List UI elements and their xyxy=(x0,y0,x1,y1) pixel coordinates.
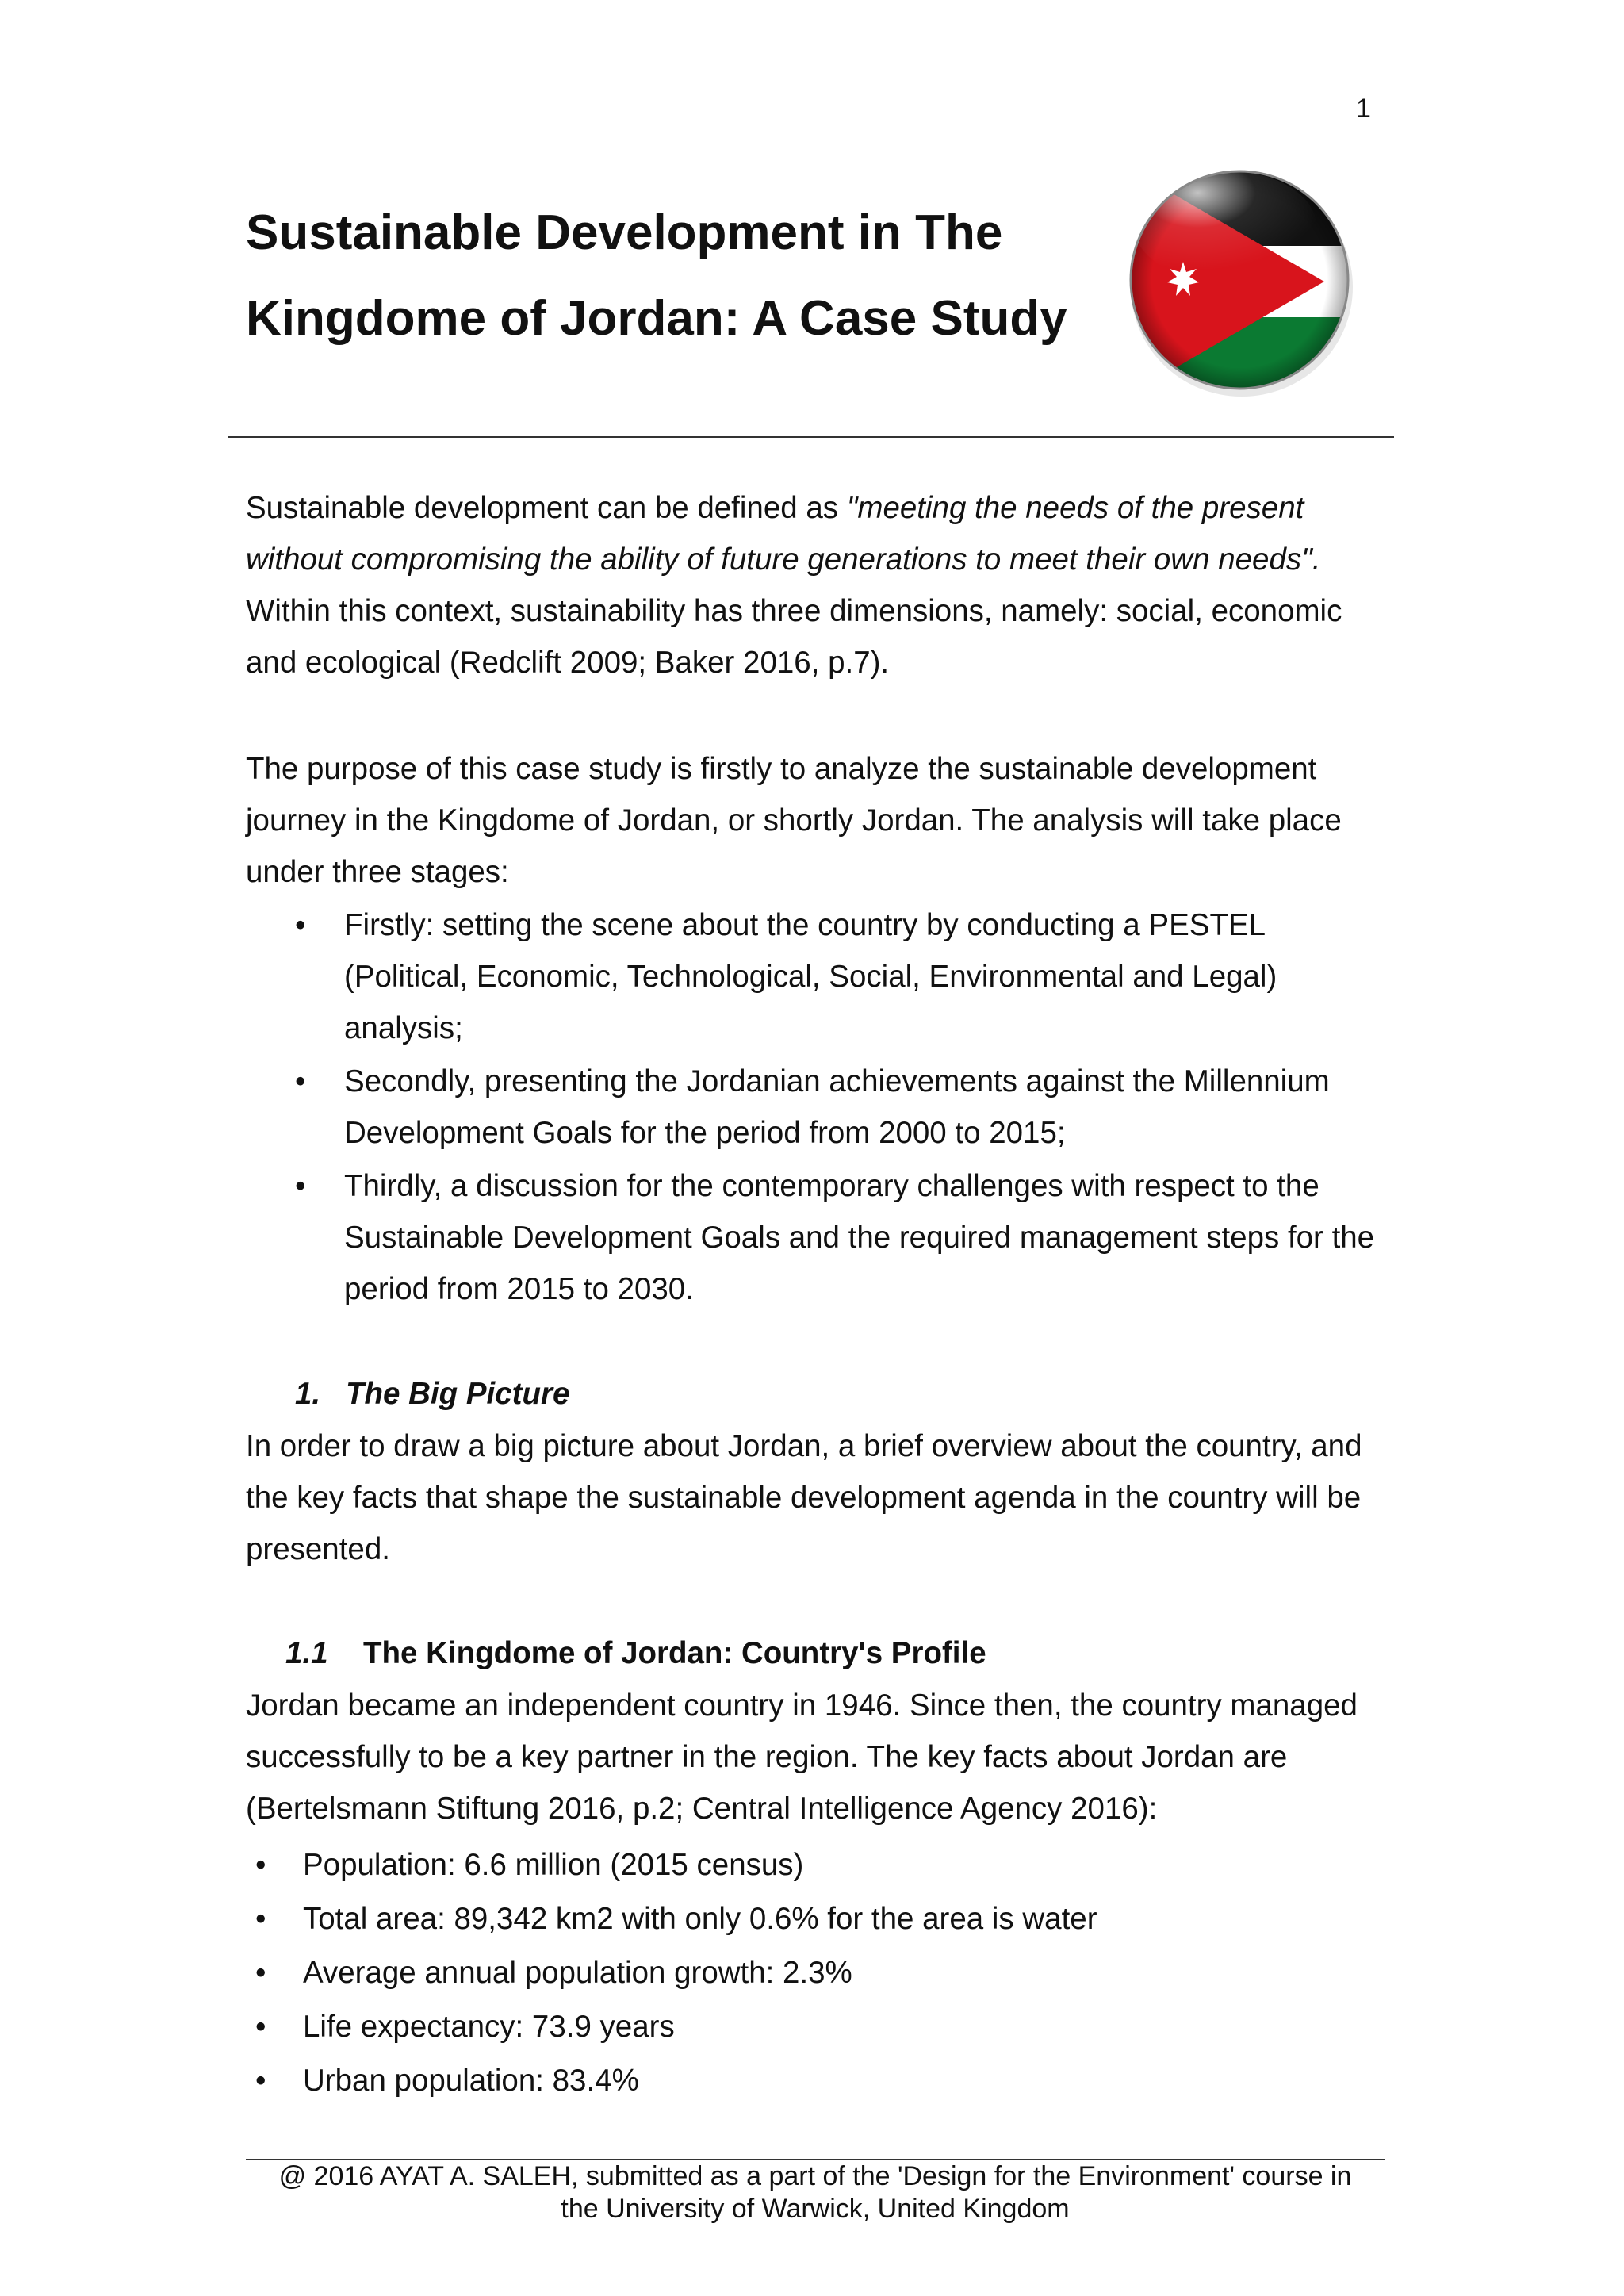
footer-line-2: the University of Warwick, United Kingdom xyxy=(561,2194,1070,2224)
section-heading-country-profile: 1.1 The Kingdome of Jordan: Country's Profile xyxy=(285,1636,986,1670)
stages-list xyxy=(344,899,1375,1317)
intro-paragraph: Sustainable development can be defined as "meeting the needs of the present without compromising the ability of future generations to meet their own needs". Within this context, sustainability has three dimensions, namely: social, economic and ecological (Redclift 2009; Baker 2016, p.7). xyxy=(246,491,1342,680)
list-item: • Population: 6.6 million (2015 census) xyxy=(303,1838,1334,1892)
page-number: 1 xyxy=(1356,94,1371,124)
list-item: • Secondly, presenting the Jordanian achievements against the Millennium Development Goals for the period from 2000 to 2015; xyxy=(344,1056,1375,1159)
list-item: • Total area: 89,342 km2 with only 0.6% for the area is water xyxy=(303,1892,1334,1946)
document-title xyxy=(246,190,1118,362)
title-line-1: Sustainable Development in The xyxy=(246,205,1003,260)
title-divider xyxy=(228,436,1394,438)
list-item: • Life expectancy: 73.9 years xyxy=(303,2000,1334,2054)
list-item: • Average annual population growth: 2.3% xyxy=(303,1946,1334,2000)
section-heading-big-picture: 1. The Big Picture xyxy=(295,1377,570,1411)
key-facts-list xyxy=(303,1838,1334,2108)
definition-quote: "meeting the needs of the present without compromising the ability of future generations to meet their own needs". xyxy=(246,491,1321,577)
title-line-2: Kingdome of Jordan: A Case Study xyxy=(246,291,1067,346)
profile-paragraph: Jordan became an independent country in 1946. Since then, the country managed successfully to be a key partner in the region. The key facts about Jordan are (Bertelsmann Stiftung 2016, p.2; Central Intelligence Agency 2016): xyxy=(246,1688,1358,1826)
big-picture-paragraph: In order to draw a big picture about Jordan, a brief overview about the country, and the key facts that shape the sustainable development agenda in the country will be presented. xyxy=(246,1429,1362,1566)
purpose-paragraph: The purpose of this case study is firstly to analyze the sustainable development journey in the Kingdome of Jordan, or shortly Jordan. The analysis will take place under three stages: xyxy=(246,752,1342,889)
page-footer xyxy=(246,2160,1385,2225)
list-item: • Firstly: setting the scene about the country by conducting a PESTEL (Political, Economic, Technological, Social, Environmental and Legal) analysis; xyxy=(344,899,1375,1054)
jordan-flag-badge-icon xyxy=(1126,167,1353,397)
list-item: • Thirdly, a discussion for the contemporary challenges with respect to the Sustainable Development Goals and the required management steps for the period from 2015 to 2030. xyxy=(344,1160,1375,1315)
list-item: • Urban population: 83.4% xyxy=(303,2054,1334,2108)
footer-line-1: @ 2016 AYAT A. SALEH, submitted as a part of the 'Design for the Environment' course in xyxy=(278,2161,1352,2191)
